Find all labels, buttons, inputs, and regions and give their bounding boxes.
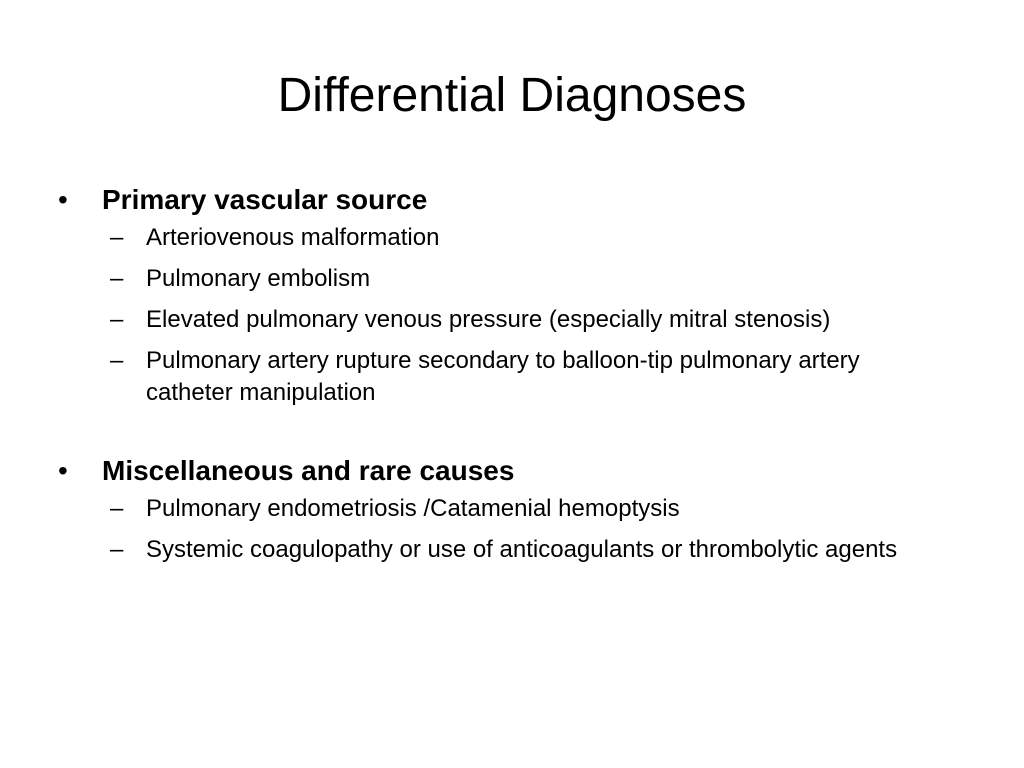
sub-bullet-text: Systemic coagulopathy or use of anticoagulants or thrombolytic agents — [146, 536, 898, 563]
sub-bullet-item — [58, 304, 906, 336]
dash-icon: – — [110, 536, 124, 563]
sub-bullet-text: Pulmonary embolism — [146, 265, 371, 292]
sub-bullet-item — [58, 493, 906, 525]
bullet-heading — [58, 182, 958, 218]
sub-bullet-item — [58, 345, 906, 409]
slide-title: Differential Diagnoses — [277, 69, 747, 122]
bullet-icon: • — [58, 184, 68, 215]
sub-bullet-text: Arteriovenous malformation — [146, 224, 440, 251]
sub-bullet-item — [58, 222, 906, 254]
bullet-heading — [58, 453, 958, 489]
dash-icon: – — [110, 347, 124, 374]
dash-icon: – — [110, 224, 124, 251]
sub-bullet-item — [58, 263, 906, 295]
bullet-heading-text: Primary vascular source — [102, 184, 428, 215]
section-miscellaneous-rare-causes — [58, 453, 958, 566]
section-primary-vascular-source — [58, 182, 958, 409]
sub-bullet-text: Elevated pulmonary venous pressure (especially mitral stenosis) — [146, 306, 831, 333]
sub-bullet-text: Pulmonary endometriosis /Catamenial hemoptysis — [146, 495, 680, 522]
bullet-heading-text: Miscellaneous and rare causes — [102, 455, 515, 486]
sub-bullet-text: Pulmonary artery rupture secondary to balloon-tip pulmonary artery catheter manipulation — [146, 347, 860, 406]
sub-bullet-item — [58, 534, 906, 566]
bullet-icon: • — [58, 455, 68, 486]
dash-icon: – — [110, 306, 124, 333]
dash-icon: – — [110, 265, 124, 292]
dash-icon: – — [110, 495, 124, 522]
slide-content — [58, 182, 958, 610]
